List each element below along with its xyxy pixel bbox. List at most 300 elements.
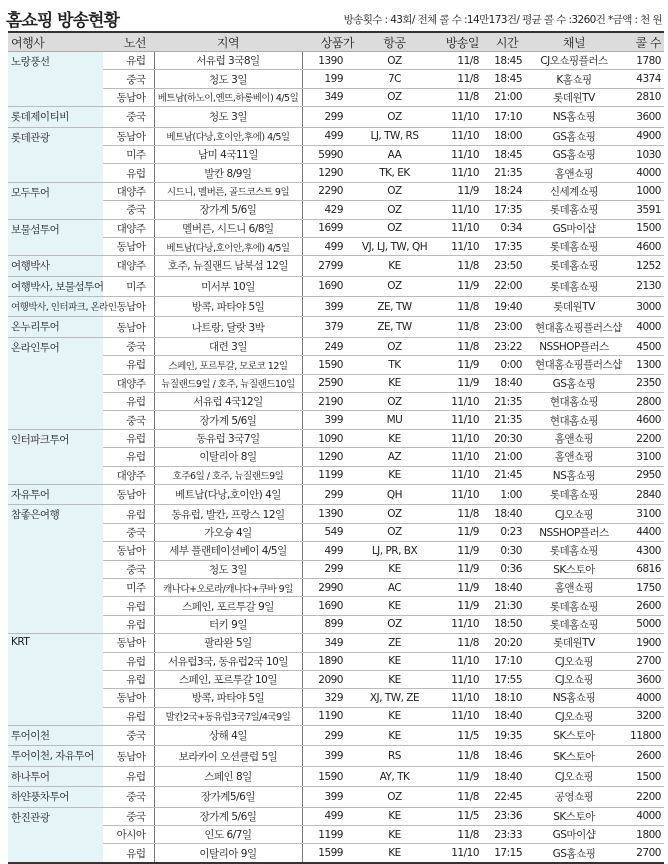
channel-cell: 현대홈쇼핑플러스샵: [532, 356, 616, 374]
calls-cell: 2700: [616, 844, 664, 863]
airline-cell: KE: [357, 560, 432, 578]
time-cell: 18:45: [482, 70, 532, 88]
route-cell: 동남아: [103, 297, 154, 317]
time-cell: 21:35: [482, 164, 532, 182]
table-row: [8, 297, 664, 317]
calls-cell: 1030: [616, 145, 664, 163]
route-cell: 중국: [103, 107, 154, 127]
airline-cell: KE: [357, 844, 432, 863]
table-row: [8, 652, 664, 670]
header-region: 지역: [154, 32, 302, 52]
price-cell: 299: [302, 726, 357, 746]
agency-cell: 하얀풍차투어: [8, 787, 103, 807]
date-cell: 11/8: [432, 256, 482, 276]
price-cell: 249: [302, 337, 357, 355]
region-cell: 캐나다+오로라/캐나다+쿠바 9일: [154, 578, 302, 596]
time-cell: 0:30: [482, 542, 532, 560]
time-cell: 18:40: [482, 707, 532, 725]
calls-cell: 2950: [616, 466, 664, 484]
table-row: [8, 542, 664, 560]
route-cell: 중국: [103, 411, 154, 429]
table-row: [8, 578, 664, 596]
region-cell: 대련 3일: [154, 337, 302, 355]
region-cell: 가오슝 4일: [154, 523, 302, 541]
region-cell: 남미 4국11일: [154, 145, 302, 163]
route-cell: 유럽: [103, 766, 154, 786]
time-cell: 18:46: [482, 746, 532, 766]
channel-cell: 롯데홈쇼핑: [532, 276, 616, 296]
price-cell: 1890: [302, 652, 357, 670]
airline-cell: QH: [357, 484, 432, 504]
calls-cell: 1900: [616, 634, 664, 652]
calls-cell: 2350: [616, 374, 664, 392]
date-cell: 11/9: [432, 597, 482, 615]
time-cell: 17:10: [482, 107, 532, 127]
airline-cell: KE: [357, 707, 432, 725]
date-cell: 11/10: [432, 484, 482, 504]
airline-cell: OZ: [357, 276, 432, 296]
airline-cell: KE: [357, 597, 432, 615]
airline-cell: ZE, TW: [357, 297, 432, 317]
date-cell: 11/8: [432, 787, 482, 807]
price-cell: 549: [302, 523, 357, 541]
channel-cell: SK스토아: [532, 807, 616, 825]
price-cell: 2990: [302, 578, 357, 596]
channel-cell: 롯데원TV: [532, 297, 616, 317]
date-cell: 11/5: [432, 807, 482, 825]
region-cell: 발칸2국+동유럽3국7일/4국9일: [154, 707, 302, 725]
price-cell: 299: [302, 107, 357, 127]
channel-cell: SK스토아: [532, 746, 616, 766]
route-cell: 대양주: [103, 374, 154, 392]
channel-cell: 현대홈쇼핑플러스샵: [532, 317, 616, 337]
date-cell: 11/10: [432, 844, 482, 863]
price-cell: 399: [302, 787, 357, 807]
route-cell: 유럽: [103, 164, 154, 182]
airline-cell: XJ, TW, ZE: [357, 689, 432, 707]
calls-cell: 2810: [616, 88, 664, 106]
table-row: [8, 766, 664, 786]
region-cell: 인도 6/7일: [154, 826, 302, 844]
price-cell: 349: [302, 88, 357, 106]
page-title: 홈쇼핑 방송현황: [6, 11, 119, 31]
table-row: [8, 276, 664, 296]
price-cell: 5990: [302, 145, 357, 163]
airline-cell: AA: [357, 145, 432, 163]
price-cell: 2090: [302, 670, 357, 688]
calls-cell: 1780: [616, 52, 664, 70]
region-cell: 스페인, 포르투갈, 모로코 12일: [154, 356, 302, 374]
date-cell: 11/9: [432, 766, 482, 786]
time-cell: 23:50: [482, 256, 532, 276]
airline-cell: AC: [357, 578, 432, 596]
price-cell: 329: [302, 689, 357, 707]
route-cell: 유럽: [103, 670, 154, 688]
airline-cell: KE: [357, 466, 432, 484]
agency-cell: 한진관광: [8, 807, 103, 863]
channel-cell: CJ오쇼핑: [532, 670, 616, 688]
date-cell: 11/9: [432, 560, 482, 578]
table-row: [8, 317, 664, 337]
price-cell: 2799: [302, 256, 357, 276]
price-cell: 899: [302, 615, 357, 633]
date-cell: 11/10: [432, 201, 482, 219]
channel-cell: NS홈쇼핑: [532, 466, 616, 484]
time-cell: 17:15: [482, 844, 532, 863]
date-cell: 11/10: [432, 429, 482, 447]
date-cell: 11/8: [432, 52, 482, 70]
calls-cell: 3000: [616, 297, 664, 317]
channel-cell: GS홈쇼핑: [532, 145, 616, 163]
date-cell: 11/9: [432, 542, 482, 560]
table-row: [8, 505, 664, 523]
date-cell: 11/10: [432, 652, 482, 670]
airline-cell: OZ: [357, 787, 432, 807]
channel-cell: 현대홈쇼핑: [532, 411, 616, 429]
date-cell: 11/10: [432, 448, 482, 466]
price-cell: 1599: [302, 844, 357, 863]
table-row: [8, 219, 664, 237]
header-calls: 콜 수: [616, 32, 664, 52]
agency-cell: 롯데제이티비: [8, 107, 103, 127]
airline-cell: VJ, LJ, TW, QH: [357, 237, 432, 255]
time-cell: 18:50: [482, 615, 532, 633]
time-cell: 22:00: [482, 276, 532, 296]
table-row: [8, 726, 664, 746]
route-cell: 미주: [103, 145, 154, 163]
region-cell: 장가계5/6일: [154, 787, 302, 807]
table-row: [8, 88, 664, 106]
price-cell: 1290: [302, 448, 357, 466]
channel-cell: K홈쇼핑: [532, 70, 616, 88]
region-cell: 보라카이 오션클럽 5일: [154, 746, 302, 766]
channel-cell: 홈앤쇼핑: [532, 429, 616, 447]
header-price: 상품가: [302, 32, 357, 52]
calls-cell: 2130: [616, 276, 664, 296]
airline-cell: OZ: [357, 201, 432, 219]
route-cell: 유럽: [103, 505, 154, 523]
channel-cell: GS홈쇼핑: [532, 844, 616, 863]
calls-cell: 11800: [616, 726, 664, 746]
region-cell: 시드니, 멜버른, 골드코스트 9일: [154, 182, 302, 200]
route-cell: 중국: [103, 807, 154, 825]
airline-cell: KE: [357, 726, 432, 746]
agency-cell: 여행박사, 인터파크, 온라인: [8, 297, 103, 317]
table-row: [8, 670, 664, 688]
channel-cell: NSSHOP플러스: [532, 523, 616, 541]
agency-cell: 투어이천, 자유투어: [8, 746, 103, 766]
airline-cell: TK: [357, 356, 432, 374]
route-cell: 동남아: [103, 634, 154, 652]
time-cell: 0:23: [482, 523, 532, 541]
time-cell: 23:33: [482, 826, 532, 844]
date-cell: 11/10: [432, 670, 482, 688]
date-cell: 11/8: [432, 337, 482, 355]
route-cell: 중국: [103, 70, 154, 88]
date-cell: 11/10: [432, 127, 482, 145]
channel-cell: 롯데홈쇼핑: [532, 256, 616, 276]
channel-cell: GS마이샵: [532, 219, 616, 237]
channel-cell: 롯데홈쇼핑: [532, 615, 616, 633]
price-cell: 2190: [302, 393, 357, 411]
date-cell: 11/10: [432, 466, 482, 484]
date-cell: 11/8: [432, 297, 482, 317]
agency-cell: 인터파크투어: [8, 429, 103, 484]
time-cell: 20:20: [482, 634, 532, 652]
time-cell: 20:30: [482, 429, 532, 447]
route-cell: 동남아: [103, 127, 154, 145]
route-cell: 유럽: [103, 615, 154, 633]
price-cell: 2590: [302, 374, 357, 392]
date-cell: 11/9: [432, 356, 482, 374]
agency-cell: 하나투어: [8, 766, 103, 786]
region-cell: 호주6일 / 호주, 뉴질랜드9일: [154, 466, 302, 484]
region-cell: 나트랑, 달랏 3박: [154, 317, 302, 337]
channel-cell: CJ오쇼핑플러스: [532, 52, 616, 70]
header-channel: 채널: [532, 32, 616, 52]
price-cell: 399: [302, 746, 357, 766]
channel-cell: 공영쇼핑: [532, 787, 616, 807]
time-cell: 18:00: [482, 127, 532, 145]
table-row: [8, 707, 664, 725]
price-cell: 1590: [302, 766, 357, 786]
agency-cell: 자유투어: [8, 484, 103, 504]
route-cell: 중국: [103, 560, 154, 578]
airline-cell: AY, TK: [357, 766, 432, 786]
price-cell: 499: [302, 542, 357, 560]
route-cell: 유럽: [103, 356, 154, 374]
header-agency: 여행사: [8, 32, 103, 52]
calls-cell: 3200: [616, 707, 664, 725]
table-row: [8, 411, 664, 429]
airline-cell: RS: [357, 746, 432, 766]
date-cell: 11/10: [432, 164, 482, 182]
time-cell: 23:36: [482, 807, 532, 825]
date-cell: 11/10: [432, 689, 482, 707]
region-cell: 서유럽3국, 동유럽2국 10일: [154, 652, 302, 670]
airline-cell: OZ: [357, 107, 432, 127]
airline-cell: AZ: [357, 448, 432, 466]
calls-cell: 4000: [616, 807, 664, 825]
region-cell: 미서부 10일: [154, 276, 302, 296]
table-row: [8, 466, 664, 484]
region-cell: 방콕, 파타야 5일: [154, 297, 302, 317]
price-cell: 299: [302, 484, 357, 504]
header-date: 방송일: [432, 32, 482, 52]
airline-cell: MU: [357, 411, 432, 429]
region-cell: 베트남(다낭,호이안,후에) 4/5일: [154, 127, 302, 145]
region-cell: 방콕, 파타야 5일: [154, 689, 302, 707]
price-cell: 1390: [302, 52, 357, 70]
table-row: [8, 634, 664, 652]
airline-cell: ZE: [357, 634, 432, 652]
airline-cell: KE: [357, 670, 432, 688]
route-cell: 동남아: [103, 484, 154, 504]
time-cell: 17:10: [482, 652, 532, 670]
agency-cell: 여행박사: [8, 256, 103, 276]
price-cell: 1090: [302, 429, 357, 447]
region-cell: 청도 3일: [154, 70, 302, 88]
channel-cell: SK스토아: [532, 560, 616, 578]
calls-cell: 2600: [616, 746, 664, 766]
calls-cell: 5000: [616, 615, 664, 633]
time-cell: 18:45: [482, 52, 532, 70]
channel-cell: 롯데홈쇼핑: [532, 201, 616, 219]
route-cell: 중국: [103, 523, 154, 541]
table-row: [8, 374, 664, 392]
broadcast-table: [8, 31, 664, 864]
calls-cell: 2200: [616, 787, 664, 807]
header-area: [0, 0, 668, 31]
agency-cell: KRT: [8, 634, 103, 726]
date-cell: 11/5: [432, 726, 482, 746]
table-row: [8, 448, 664, 466]
price-cell: 499: [302, 127, 357, 145]
airline-cell: TK, EK: [357, 164, 432, 182]
airline-cell: OZ: [357, 505, 432, 523]
route-cell: 동남아: [103, 237, 154, 255]
region-cell: 장가계 5/6일: [154, 411, 302, 429]
route-cell: 미주: [103, 276, 154, 296]
summary-text: 방송횟수 : 43회/ 전체 콜 수 :14만173건/ 평균 콜 수 :3260건 *금액 : 천 원: [343, 14, 662, 26]
time-cell: 0:34: [482, 219, 532, 237]
calls-cell: 2800: [616, 393, 664, 411]
region-cell: 장가계 5/6일: [154, 807, 302, 825]
route-cell: 미주: [103, 578, 154, 596]
table-row: [8, 615, 664, 633]
route-cell: 대양주: [103, 182, 154, 200]
channel-cell: 홈앤쇼핑: [532, 448, 616, 466]
price-cell: 349: [302, 634, 357, 652]
airline-cell: OZ: [357, 219, 432, 237]
calls-cell: 2700: [616, 652, 664, 670]
header-airline: 항공: [357, 32, 432, 52]
region-cell: 서유럽 4국12일: [154, 393, 302, 411]
table-row: [8, 52, 664, 70]
route-cell: 대양주: [103, 466, 154, 484]
route-cell: 중국: [103, 787, 154, 807]
date-cell: 11/9: [432, 578, 482, 596]
calls-cell: 4500: [616, 337, 664, 355]
time-cell: 23:00: [482, 317, 532, 337]
table-row: [8, 429, 664, 447]
channel-cell: 롯데원TV: [532, 634, 616, 652]
price-cell: 1690: [302, 597, 357, 615]
time-cell: 18:45: [482, 145, 532, 163]
calls-cell: 4000: [616, 164, 664, 182]
region-cell: 이탈리아 8일: [154, 448, 302, 466]
region-cell: 세부 플랜테이션베이 4/5일: [154, 542, 302, 560]
calls-cell: 2840: [616, 484, 664, 504]
airline-cell: KE: [357, 807, 432, 825]
price-cell: 2290: [302, 182, 357, 200]
price-cell: 1290: [302, 164, 357, 182]
calls-cell: 2200: [616, 429, 664, 447]
time-cell: 21:00: [482, 88, 532, 106]
channel-cell: SK스토아: [532, 726, 616, 746]
table-row: [8, 689, 664, 707]
calls-cell: 1500: [616, 219, 664, 237]
table-row: [8, 107, 664, 127]
airline-cell: KE: [357, 374, 432, 392]
table-row: [8, 201, 664, 219]
channel-cell: NSSHOP플러스: [532, 337, 616, 355]
airline-cell: ZE, TW: [357, 317, 432, 337]
agency-cell: 롯데관광: [8, 127, 103, 182]
calls-cell: 1300: [616, 356, 664, 374]
date-cell: 11/10: [432, 615, 482, 633]
airline-cell: OZ: [357, 52, 432, 70]
airline-cell: KE: [357, 826, 432, 844]
channel-cell: 롯데홈쇼핑: [532, 484, 616, 504]
airline-cell: LJ, TW, RS: [357, 127, 432, 145]
calls-cell: 3100: [616, 505, 664, 523]
channel-cell: GS홈쇼핑: [532, 127, 616, 145]
calls-cell: 2600: [616, 597, 664, 615]
time-cell: 18:40: [482, 505, 532, 523]
route-cell: 동남아: [103, 689, 154, 707]
date-cell: 11/8: [432, 826, 482, 844]
date-cell: 11/8: [432, 505, 482, 523]
calls-cell: 3100: [616, 448, 664, 466]
time-cell: 21:30: [482, 597, 532, 615]
price-cell: 1390: [302, 505, 357, 523]
table-row: [8, 70, 664, 88]
time-cell: 19:40: [482, 297, 532, 317]
time-cell: 0:00: [482, 356, 532, 374]
route-cell: 유럽: [103, 707, 154, 725]
region-cell: 동유럽 3국7일: [154, 429, 302, 447]
channel-cell: NS홈쇼핑: [532, 689, 616, 707]
channel-cell: 홈앤쇼핑: [532, 164, 616, 182]
region-cell: 장가계 5/6일: [154, 201, 302, 219]
date-cell: 11/10: [432, 219, 482, 237]
route-cell: 유럽: [103, 597, 154, 615]
channel-cell: 홈앤쇼핑: [532, 578, 616, 596]
agency-cell: 투어이천: [8, 726, 103, 746]
channel-cell: GS마이샵: [532, 826, 616, 844]
price-cell: 1690: [302, 276, 357, 296]
calls-cell: 1000: [616, 182, 664, 200]
airline-cell: KE: [357, 652, 432, 670]
date-cell: 11/10: [432, 707, 482, 725]
airline-cell: KE: [357, 256, 432, 276]
price-cell: 379: [302, 317, 357, 337]
time-cell: 21:00: [482, 448, 532, 466]
table-row: [8, 826, 664, 844]
region-cell: 베트남(다낭,호이안,후에) 4/5일: [154, 237, 302, 255]
calls-cell: 4600: [616, 237, 664, 255]
route-cell: 유럽: [103, 448, 154, 466]
channel-cell: 현대홈쇼핑: [532, 393, 616, 411]
route-cell: 동남아: [103, 542, 154, 560]
price-cell: 499: [302, 237, 357, 255]
time-cell: 21:35: [482, 411, 532, 429]
region-cell: 서유럽 3국8일: [154, 52, 302, 70]
time-cell: 22:45: [482, 787, 532, 807]
calls-cell: 4000: [616, 689, 664, 707]
route-cell: 중국: [103, 726, 154, 746]
channel-cell: CJ오쇼핑: [532, 766, 616, 786]
region-cell: 스페인 8일: [154, 766, 302, 786]
calls-cell: 1252: [616, 256, 664, 276]
date-cell: 11/9: [432, 523, 482, 541]
table-row: [8, 356, 664, 374]
time-cell: 17:55: [482, 670, 532, 688]
date-cell: 11/8: [432, 88, 482, 106]
airline-cell: 7C: [357, 70, 432, 88]
region-cell: 베트남(하노이,옌뜨,하롱베이) 4/5일: [154, 88, 302, 106]
